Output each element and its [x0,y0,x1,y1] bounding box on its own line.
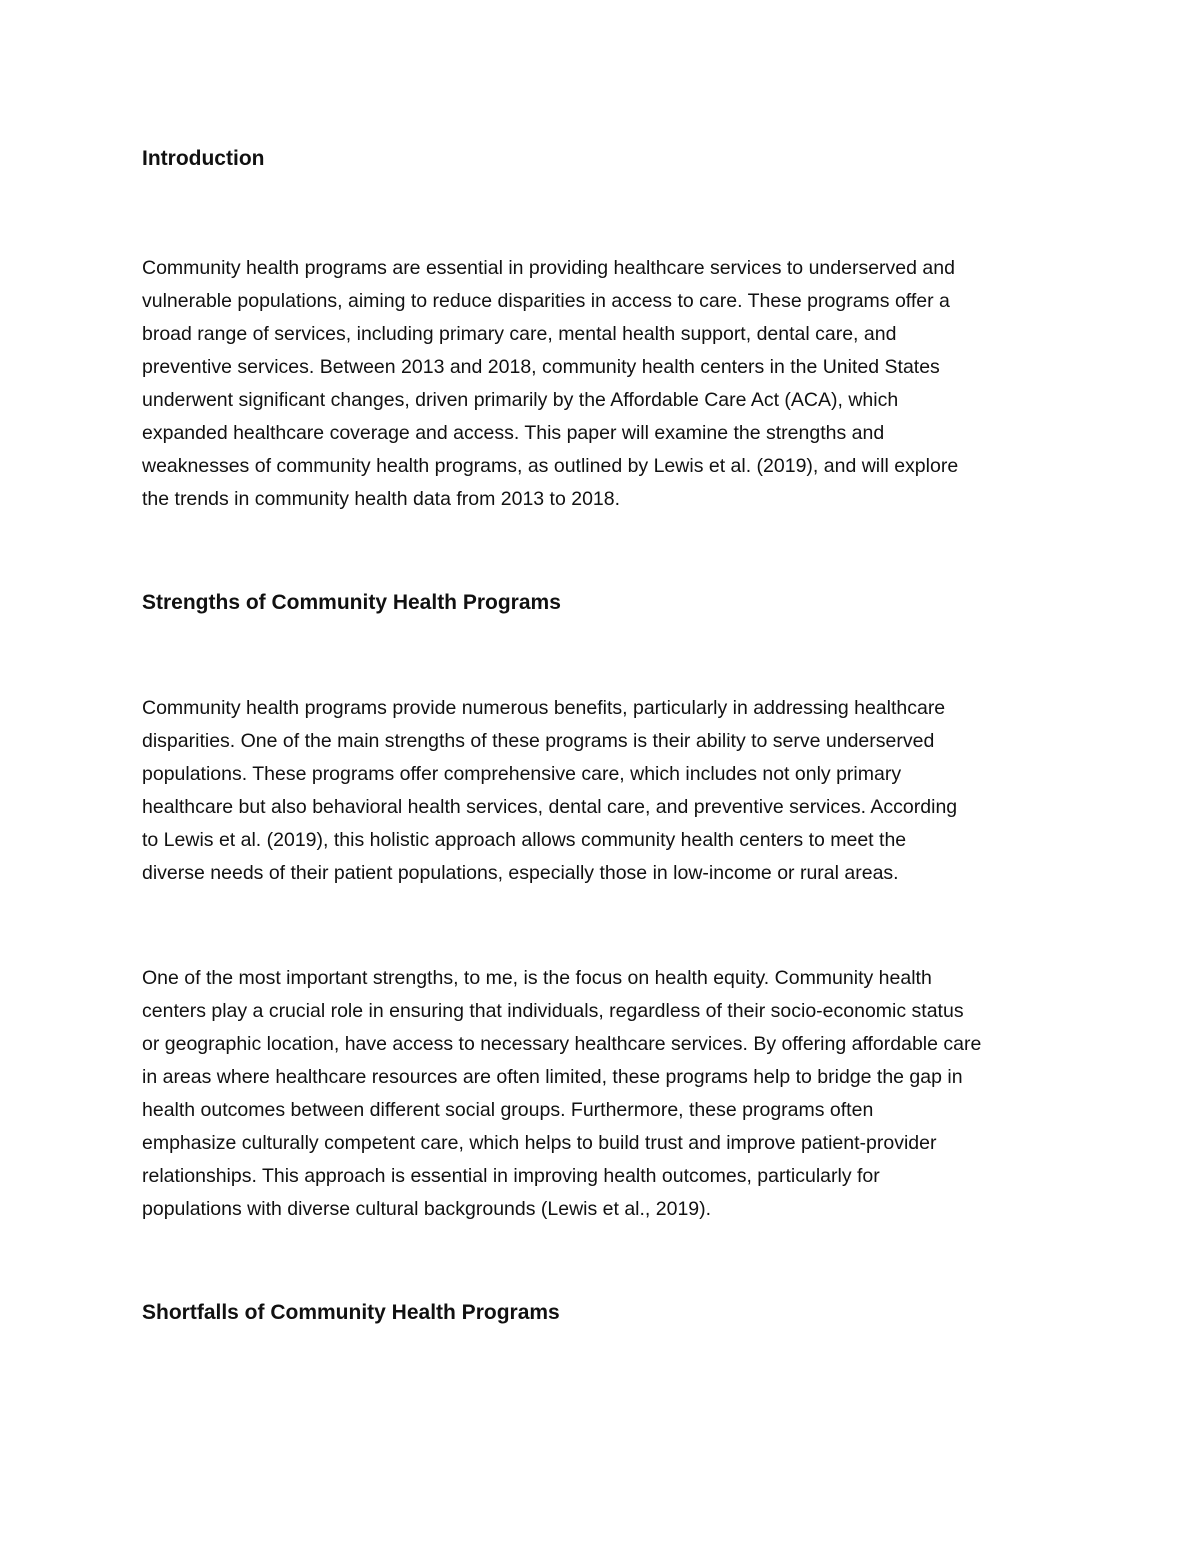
text-line: in areas where healthcare resources are often limited, these programs help to bridge the gap in [142,1066,963,1088]
text-line: broad range of services, including primary care, mental health support, dental care, and [142,323,897,345]
text-line: health outcomes between different social groups. Furthermore, these programs often [142,1099,874,1121]
text-line: relationships. This approach is essential in improving health outcomes, particularly for [142,1165,880,1187]
text-line: to Lewis et al. (2019), this holistic approach allows community health centers to meet the [142,829,907,851]
text-line: One of the most important strengths, to me, is the focus on health equity. Community health [142,967,932,989]
text-line: the trends in community health data from 2013 to 2018. [142,488,621,510]
text-line: Community health programs provide numerous benefits, particularly in addressing healthcare [142,697,946,719]
heading-strengths: Strengths of Community Health Programs [142,591,561,614]
text-line: Community health programs are essential in providing healthcare services to underserved and [142,257,955,279]
text-line: diverse needs of their patient populations, especially those in low-income or rural areas. [142,862,899,884]
text-line: or geographic location, have access to necessary healthcare services. By offering affordable care [142,1033,982,1055]
text-line: emphasize culturally competent care, which helps to build trust and improve patient-provider [142,1132,937,1154]
text-line: preventive services. Between 2013 and 2018, community health centers in the United States [142,356,940,378]
text-line: weaknesses of community health programs, as outlined by Lewis et al. (2019), and will explore [142,455,959,477]
paragraph-strengths-benefits [142,692,957,890]
text-line: healthcare but also behavioral health services, dental care, and preventive services. According [142,796,958,818]
text-line: vulnerable populations, aiming to reduce disparities in access to care. These programs offer a [142,290,950,312]
heading-shortfalls: Shortfalls of Community Health Programs [142,1301,560,1324]
text-line: expanded healthcare coverage and access. This paper will examine the strengths and [142,422,885,444]
text-line: centers play a crucial role in ensuring that individuals, regardless of their socio-economic status [142,1000,964,1022]
heading-introduction: Introduction [142,147,265,170]
paragraph-introduction [142,252,958,516]
text-line: underwent significant changes, driven primarily by the Affordable Care Act (ACA), which [142,389,899,411]
text-line: populations. These programs offer comprehensive care, which includes not only primary [142,763,902,785]
text-line: populations with diverse cultural backgrounds (Lewis et al., 2019). [142,1198,712,1220]
paragraph-strengths-equity [142,962,981,1226]
text-line: disparities. One of the main strengths of these programs is their ability to serve underserved [142,730,935,752]
